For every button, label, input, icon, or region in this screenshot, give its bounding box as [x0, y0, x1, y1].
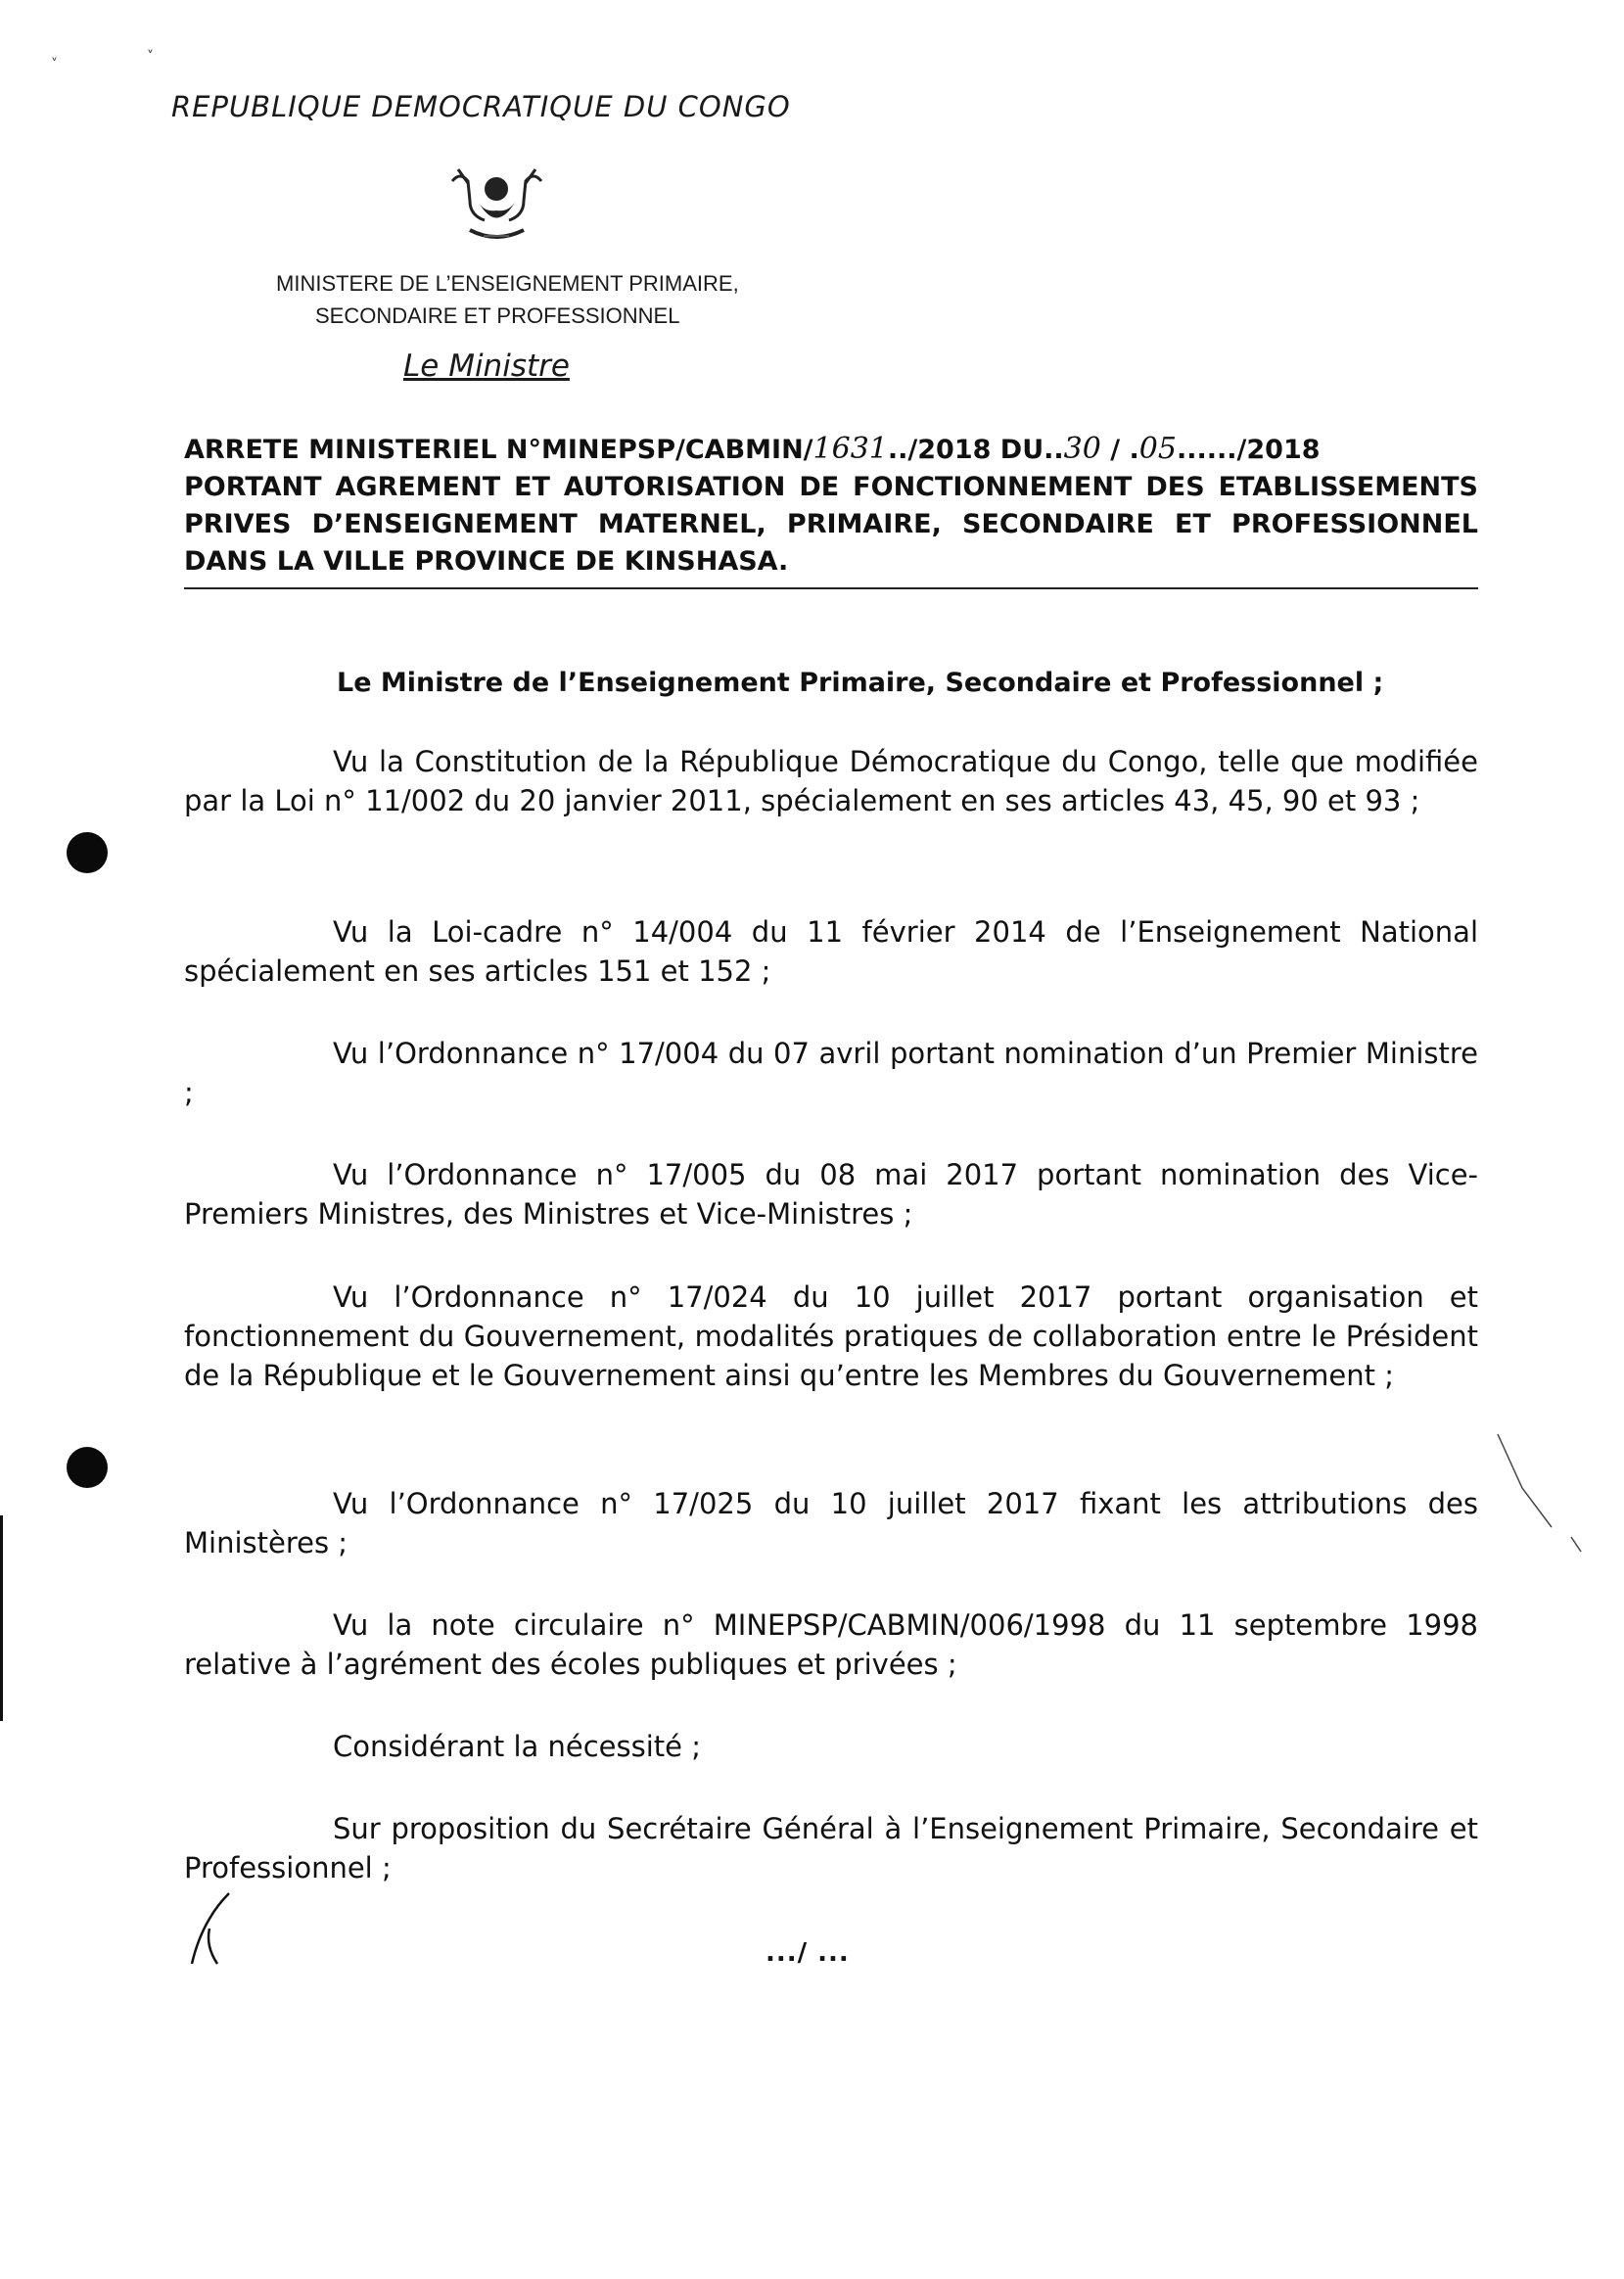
- scan-speck: ˅: [51, 57, 58, 72]
- scan-speck: ˅: [147, 49, 154, 65]
- recital-text: Vu la Loi-cadre n° 14/004 du 11 février 2014 de l’Enseignement National spécialement en ses articles 151 et 152 ;: [184, 915, 1478, 988]
- recital-paragraph: [184, 912, 1478, 991]
- recital-paragraph: [184, 1034, 1478, 1112]
- reference-number: 1631: [812, 432, 888, 466]
- recital-text: Vu la note circulaire n° MINEPSP/CABMIN/006/1998 du 11 septembre 1998 relative à l’agrément des écoles publiques et privées ;: [184, 1608, 1478, 1681]
- decree-title: [184, 431, 1478, 581]
- ministry-line-1: MINISTERE DE L’ENSEIGNEMENT PRIMAIRE,: [276, 271, 739, 296]
- recital-text: Vu l’Ordonnance n° 17/024 du 10 juillet 2017 portant organisation et fonctionnement du Gouvernement, modalités pratiques de collaboration entre le Président de la République et le Gouvernement ainsi qu’entre les Membres du Gouvernement ;: [184, 1280, 1478, 1392]
- recital-text: Vu l’Ordonnance n° 17/004 du 07 avril portant nomination d’un Premier Ministre ;: [184, 1037, 1478, 1109]
- title-underline: [184, 587, 1478, 589]
- scan-stroke: [1493, 1429, 1591, 1557]
- initials-signature: [184, 1889, 253, 1968]
- recital-paragraph: [184, 1484, 1478, 1562]
- recital-paragraph: [184, 742, 1478, 820]
- recital-paragraph: [184, 1605, 1478, 1684]
- date-month: 05: [1138, 432, 1177, 466]
- recital-paragraph: [184, 1809, 1478, 1887]
- recital-text: Vu la Constitution de la République Démocratique du Congo, telle que modifiée par la Loi n° 11/002 du 20 janvier 2011, spécialement en ses articles 43, 45, 90 et 93 ;: [184, 745, 1478, 817]
- ministry-line-2: SECONDAIRE ET PROFESSIONNEL: [315, 303, 680, 328]
- recital-paragraph: [184, 1155, 1478, 1233]
- scan-margin-line: [0, 1515, 3, 1721]
- punch-hole: [67, 1447, 108, 1488]
- coat-of-arms-icon: [441, 162, 553, 250]
- preamble-intro: Le Ministre de l’Enseignement Primaire, Secondaire et Professionnel ;: [337, 668, 1384, 698]
- date-separator: / .: [1100, 435, 1139, 465]
- recital-text: Sur proposition du Secrétaire Général à l’Enseignement Primaire, Secondaire et Professionnel ;: [184, 1812, 1478, 1884]
- recital-text: Considérant la nécessité ;: [333, 1730, 701, 1763]
- recital-paragraph: [184, 1727, 1478, 1766]
- decree-reference: [184, 431, 1478, 469]
- page-continuation-mark: .../ ...: [766, 1938, 850, 1968]
- reference-year: ../2018 DU..: [887, 435, 1064, 465]
- date-day: 30: [1063, 432, 1101, 466]
- date-year: ....../2018: [1176, 435, 1321, 465]
- punch-hole: [67, 832, 108, 873]
- decree-subject: PORTANT AGREMENT ET AUTORISATION DE FONCTIONNEMENT DES ETABLISSEMENTS PRIVES D’ENSEIGNEMENT MATERNEL, PRIMAIRE, SECONDAIRE ET PROFESSIONNEL DANS LA VILLE PROVINCE DE KINSHASA.: [184, 472, 1478, 577]
- ministry-name: [276, 267, 739, 332]
- le-ministre-heading: Le Ministre: [403, 349, 570, 384]
- recital-text: Vu l’Ordonnance n° 17/025 du 10 juillet 2017 fixant les attributions des Ministères ;: [184, 1487, 1478, 1559]
- reference-prefix: ARRETE MINISTERIEL N°MINEPSP/CABMIN/: [184, 435, 813, 465]
- republic-heading: REPUBLIQUE DEMOCRATIQUE DU CONGO: [171, 90, 791, 123]
- recital-paragraph: [184, 1278, 1478, 1395]
- recital-text: Vu l’Ordonnance n° 17/005 du 08 mai 2017 portant nomination des Vice-Premiers Ministres, des Ministres et Vice-Ministres ;: [184, 1158, 1478, 1231]
